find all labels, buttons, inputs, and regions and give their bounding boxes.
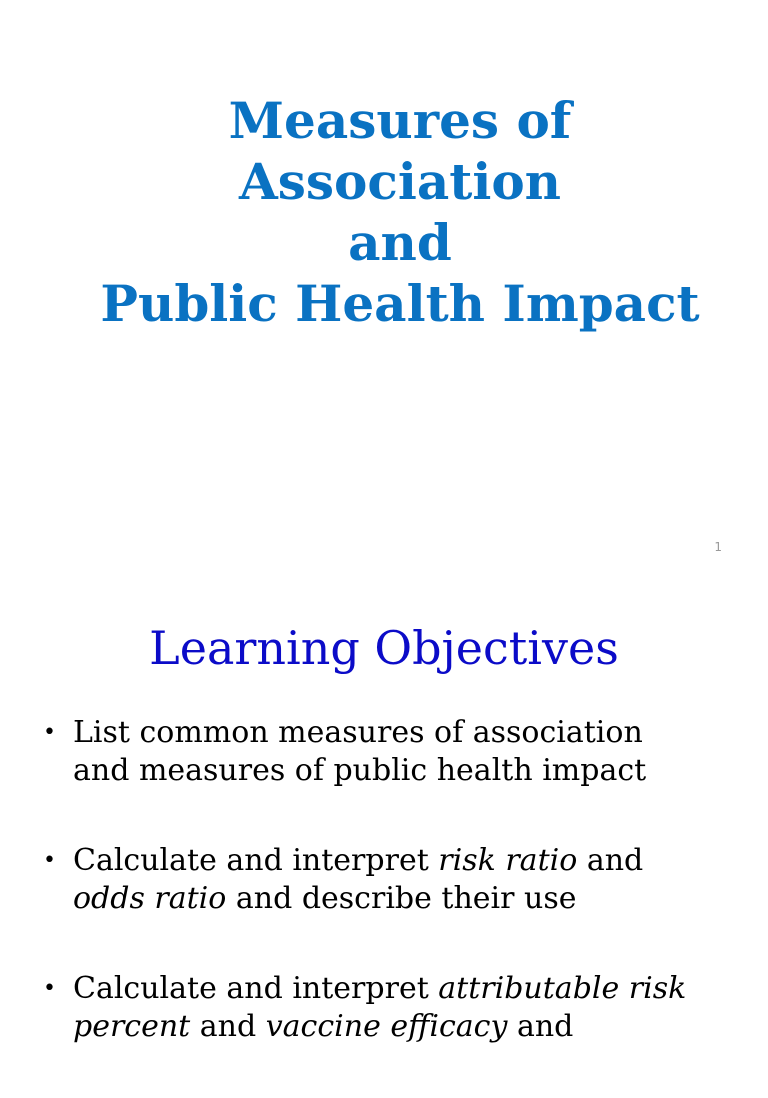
bullet-icon: • [43,720,56,745]
objectives-list [0,714,768,1098]
objective-item-2 [0,842,768,918]
objective-2-term-risk-ratio: risk ratio [438,843,578,878]
title-line-3: and [348,213,452,272]
objective-item-1 [0,714,768,790]
title-line-4: Public Health Impact [100,274,700,333]
objective-3-text-a: Calculate and interpret [73,971,439,1006]
objective-1-line-1: List common measures of association [73,715,643,750]
slide-title [0,90,768,334]
objective-3-text-c: and [507,1009,574,1044]
objective-2-text-d: and describe their use [226,881,577,916]
objective-2-line-1 [73,842,768,880]
objective-3-line-2 [73,1008,768,1046]
objective-2-line-2 [73,880,768,918]
objective-3-line-1 [73,970,768,1008]
objective-item-3 [0,970,768,1046]
objective-2-text-c: and [577,843,644,878]
objective-3-term-percent: percent [73,1009,191,1044]
objectives-slide [0,576,768,1044]
title-line-2: Association [238,152,562,211]
objective-2-term-odds-ratio: odds ratio [73,881,227,916]
objective-1-line-2: and measures of public health impact [73,753,647,788]
objectives-heading: Learning Objectives [149,621,619,675]
title-line-1: Measures of [228,91,572,150]
objective-3-text-b: and [190,1009,266,1044]
objective-3-term-attributable-risk: attributable risk [438,971,687,1006]
bullet-icon: • [43,848,56,873]
objective-3-term-vaccine-efficacy: vaccine efficacy [265,1009,508,1044]
objective-2-text-a: Calculate and interpret [73,843,439,878]
slide-number: 1 [714,540,722,554]
bullet-icon: • [43,976,56,1001]
